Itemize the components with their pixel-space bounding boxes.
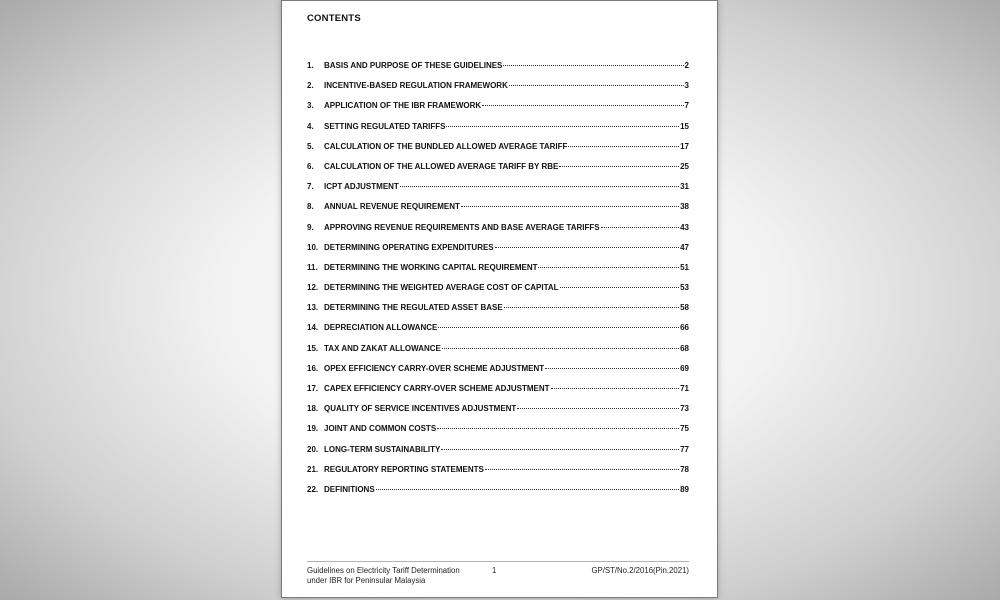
toc-entry-title: OPEX EFFICIENCY CARRY-OVER SCHEME ADJUSTMENT [324, 363, 545, 373]
toc-entry-number: 9. [307, 222, 314, 232]
toc-dot-leader [509, 85, 684, 86]
toc-entry-page: 7 [684, 101, 689, 111]
toc-entry-page: 68 [680, 343, 689, 353]
toc-entry-page: 75 [680, 424, 689, 434]
toc-dot-leader [503, 65, 683, 66]
toc-entry-page: 15 [680, 121, 689, 131]
toc-dot-leader [551, 388, 680, 389]
toc-entry[interactable] [307, 142, 689, 162]
toc-dot-leader [601, 227, 680, 228]
toc-entry[interactable] [307, 465, 689, 485]
toc-entry-page: 3 [684, 81, 689, 91]
toc-entry-title: LONG-TERM SUSTAINABILITY [324, 444, 441, 454]
toc-entry-number: 2. [307, 81, 314, 91]
footer-document-code: GP/ST/No.2/2016(Pin.2021) [591, 566, 689, 575]
toc-entry-number: 22. [307, 484, 319, 494]
toc-entry-page: 53 [680, 283, 689, 293]
toc-entry-title: DEFINITIONS [324, 484, 375, 494]
toc-dot-leader [376, 489, 679, 490]
toc-entry-page: 38 [680, 202, 689, 212]
footer-divider [307, 561, 689, 562]
contents-heading: CONTENTS [307, 13, 361, 24]
toc-entry-title: DETERMINING THE WORKING CAPITAL REQUIREMENT [324, 262, 538, 272]
toc-entry-page: 78 [680, 464, 689, 474]
document-page [281, 0, 718, 598]
toc-entry-title: JOINT AND COMMON COSTS [324, 424, 437, 434]
toc-entry[interactable] [307, 243, 689, 263]
toc-entry-page: 17 [680, 141, 689, 151]
toc-entry-title: APPLICATION OF THE IBR FRAMEWORK [324, 101, 482, 111]
toc-dot-leader [568, 146, 679, 147]
toc-entry[interactable] [307, 485, 689, 505]
toc-entry[interactable] [307, 283, 689, 303]
toc-entry-number: 14. [307, 323, 319, 333]
toc-entry-number: 11. [307, 262, 318, 272]
toc-entry-page: 51 [680, 262, 689, 272]
toc-entry-number: 12. [307, 283, 319, 293]
toc-entry-number: 13. [307, 303, 319, 313]
toc-dot-leader [441, 449, 679, 450]
toc-entry-page: 31 [680, 182, 689, 192]
toc-dot-leader [482, 105, 683, 106]
toc-entry-title: DETERMINING OPERATING EXPENDITURES [324, 242, 494, 252]
toc-entry-number: 6. [307, 161, 314, 171]
toc-entry[interactable] [307, 182, 689, 202]
toc-entry-number: 5. [307, 141, 314, 151]
toc-entry[interactable] [307, 202, 689, 222]
toc-dot-leader [504, 307, 679, 308]
footer-document-title [307, 566, 460, 586]
toc-entry-title: ANNUAL REVENUE REQUIREMENT [324, 202, 460, 212]
toc-entry[interactable] [307, 223, 689, 243]
toc-entry-page: 43 [680, 222, 689, 232]
footer-title-line-1: Guidelines on Electricity Tariff Determination [307, 566, 460, 575]
toc-entry-page: 73 [680, 404, 689, 414]
toc-dot-leader [560, 287, 680, 288]
toc-entry-number: 10. [307, 242, 319, 252]
toc-dot-leader [461, 206, 679, 207]
toc-entry-title: SETTING REGULATED TARIFFS [324, 121, 446, 131]
toc-entry[interactable] [307, 303, 689, 323]
toc-dot-leader [517, 408, 679, 409]
toc-entry[interactable] [307, 424, 689, 444]
toc-entry[interactable] [307, 384, 689, 404]
toc-entry-title: CALCULATION OF THE ALLOWED AVERAGE TARIFF BY RBE [324, 161, 559, 171]
toc-entry-page: 58 [680, 303, 689, 313]
toc-dot-leader [538, 267, 679, 268]
toc-entry[interactable] [307, 445, 689, 465]
toc-entry-page: 47 [680, 242, 689, 252]
toc-entry[interactable] [307, 263, 689, 283]
toc-dot-leader [559, 166, 679, 167]
toc-entry-page: 25 [680, 161, 689, 171]
toc-entry-page: 71 [680, 384, 689, 393]
toc-entry-number: 20. [307, 444, 319, 454]
toc-entry-title: REGULATORY REPORTING STATEMENTS [324, 464, 484, 474]
toc-entry[interactable] [307, 101, 689, 121]
toc-entry-title: DETERMINING THE WEIGHTED AVERAGE COST OF CAPITAL [324, 283, 559, 293]
toc-entry-number: 4. [307, 121, 314, 131]
toc-entry[interactable] [307, 162, 689, 182]
toc-dot-leader [400, 186, 679, 187]
toc-entry[interactable] [307, 323, 689, 343]
toc-entry-title: INCENTIVE-BASED REGULATION FRAMEWORK [324, 81, 508, 91]
toc-dot-leader [437, 428, 679, 429]
toc-entry-number: 8. [307, 202, 314, 212]
toc-entry[interactable] [307, 404, 689, 424]
toc-dot-leader [485, 469, 679, 470]
toc-entry-number: 1. [307, 61, 314, 70]
toc-entry-page: 89 [680, 484, 689, 494]
toc-entry-number: 18. [307, 404, 319, 414]
table-of-contents [307, 61, 689, 505]
toc-entry[interactable] [307, 344, 689, 364]
toc-entry-page: 66 [680, 323, 689, 333]
toc-entry[interactable] [307, 61, 689, 81]
toc-entry-title: BASIS AND PURPOSE OF THESE GUIDELINES [324, 61, 503, 70]
toc-entry-number: 7. [307, 182, 314, 192]
toc-entry-number: 16. [307, 363, 319, 373]
toc-entry-number: 21. [307, 464, 319, 474]
toc-entry[interactable] [307, 364, 689, 384]
toc-dot-leader [438, 327, 679, 328]
toc-entry-title: DEPRECIATION ALLOWANCE [324, 323, 438, 333]
toc-entry-title: QUALITY OF SERVICE INCENTIVES ADJUSTMENT [324, 404, 517, 414]
toc-entry-number: 3. [307, 101, 314, 111]
toc-entry-title: DETERMINING THE REGULATED ASSET BASE [324, 303, 503, 313]
toc-entry-title: CAPEX EFFICIENCY CARRY-OVER SCHEME ADJUSTMENT [324, 384, 550, 393]
toc-dot-leader [495, 247, 679, 248]
toc-entry-page: 2 [684, 61, 689, 70]
toc-entry-number: 19. [307, 424, 319, 434]
toc-entry-number: 17. [307, 384, 319, 393]
toc-entry[interactable] [307, 122, 689, 142]
toc-entry-page: 77 [680, 444, 689, 454]
toc-dot-leader [442, 348, 679, 349]
toc-entry-number: 15. [307, 343, 319, 353]
toc-entry-title: APPROVING REVENUE REQUIREMENTS AND BASE AVERAGE TARIFFS [324, 222, 600, 232]
toc-entry-page: 69 [680, 363, 689, 373]
footer-page-number: 1 [492, 566, 497, 575]
toc-dot-leader [545, 368, 679, 369]
toc-entry-title: ICPT ADJUSTMENT [324, 182, 399, 192]
toc-entry-title: TAX AND ZAKAT ALLOWANCE [324, 343, 441, 353]
toc-dot-leader [446, 126, 679, 127]
toc-entry-title: CALCULATION OF THE BUNDLED ALLOWED AVERAGE TARIFF [324, 141, 568, 151]
footer-title-line-2: under IBR for Peninsular Malaysia [307, 576, 426, 585]
toc-entry[interactable] [307, 81, 689, 101]
